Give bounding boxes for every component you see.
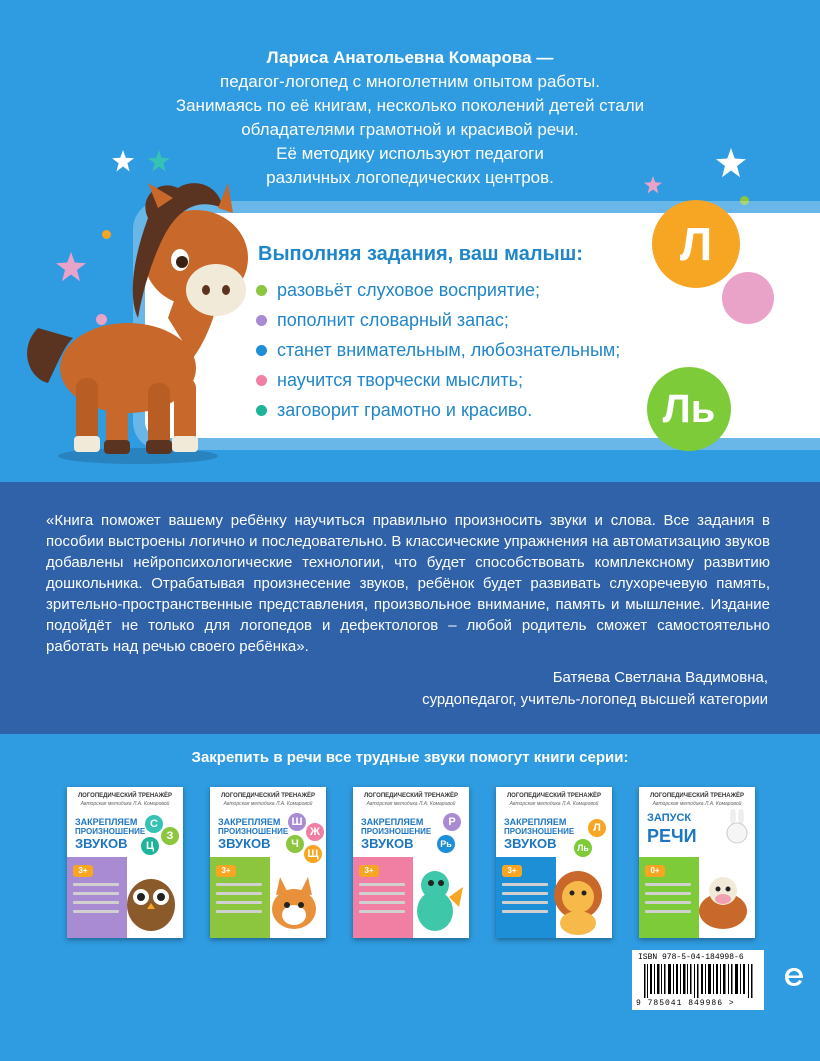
- cover-lines: [645, 883, 691, 919]
- lion-illustration: [546, 865, 610, 935]
- author-block: [0, 46, 820, 190]
- book-letter: З: [161, 827, 179, 845]
- letter-l-circle: Л: [652, 200, 740, 288]
- book-title: ПРОИЗНОШЕНИЕ: [361, 827, 432, 836]
- book-letter: Ц: [141, 837, 159, 855]
- barcode-icon: [644, 964, 754, 998]
- corgi-illustration: [266, 871, 322, 933]
- book-title: ЗВУКОВ: [361, 836, 414, 851]
- book-subtitle: Авторская методика Л.А. Комаровой: [652, 801, 742, 807]
- list-item: [256, 335, 620, 365]
- age-badge: 0+: [645, 865, 665, 877]
- book-title: ЗВУКОВ: [504, 836, 557, 851]
- publisher-logo-icon: [782, 965, 806, 989]
- book-title: ЗАКРЕПЛЯЕМ: [504, 817, 567, 827]
- book-cover: [67, 787, 183, 938]
- review-author-role: сурдопедагог, учитель-логопед высшей категории: [422, 691, 768, 708]
- benefit-list: [256, 275, 620, 425]
- book-series: ЛОГОПЕДИЧЕСКИЙ ТРЕНАЖЁР: [649, 793, 745, 799]
- review-text: «Книга поможет вашему ребёнку научиться правильно произносить звуки и слова. Все задания в пособии выстроены логично и последовательно. В классические упражнения на автоматизацию звуков добавлены нейропсихологические технологии, что будет способствовать комплексному развитию дошкольника. Отрабатывая произнесение звуков, ребёнок будет развивать слухоречевую память, зрительно-пространственные представления, произвольное внимание, память и мышление. Издание подойдёт не только для логопедов и дефектологов – любой родитель сможет самостоятельно работать над речью своего ребёнка».: [46, 512, 770, 655]
- cow-illustration: [693, 867, 753, 933]
- book-title: ЗАПУСК: [647, 812, 692, 824]
- benefit-text: заговорит грамотно и красиво.: [277, 400, 533, 420]
- book-series: ЛОГОПЕДИЧЕСКИЙ ТРЕНАЖЁР: [506, 793, 602, 799]
- isbn-digits: 9 785041 849986 >: [636, 999, 735, 1008]
- cover-lines: [502, 883, 548, 919]
- book-letter: Ш: [288, 813, 306, 831]
- bullet-icon: [256, 285, 267, 296]
- author-name: Лариса Анатольевна Комарова —: [266, 48, 554, 67]
- book-letter: Ж: [306, 823, 324, 841]
- dragon-illustration: [409, 867, 465, 933]
- benefit-text: разовьёт слуховое восприятие;: [277, 280, 541, 300]
- book-title: ПРОИЗНОШЕНИЕ: [75, 827, 146, 836]
- book-cover: [639, 787, 755, 938]
- bullet-icon: [256, 405, 267, 416]
- book-title: ПРОИЗНОШЕНИЕ: [218, 827, 289, 836]
- book-series: ЛОГОПЕДИЧЕСКИЙ ТРЕНАЖЁР: [220, 793, 316, 799]
- age-badge: 3+: [73, 865, 93, 877]
- book-letter: С: [145, 815, 163, 833]
- book-letter: Р: [443, 813, 461, 831]
- book-letter: Ч: [286, 835, 304, 853]
- book-title: ЗАКРЕПЛЯЕМ: [218, 817, 281, 827]
- author-line: обладателями грамотной и красивой речи.: [241, 120, 579, 139]
- book-title: ПРОИЗНОШЕНИЕ: [504, 827, 575, 836]
- book-title: ЗВУКОВ: [75, 836, 128, 851]
- isbn-barcode: [632, 950, 764, 1010]
- book-title: ЗАКРЕПЛЯЕМ: [361, 817, 424, 827]
- author-line: педагог-логопед с многолетним опытом работы.: [220, 72, 600, 91]
- age-badge: 3+: [502, 865, 522, 877]
- age-badge: 3+: [359, 865, 379, 877]
- book-letter: Ль: [574, 839, 592, 857]
- age-badge: 3+: [216, 865, 236, 877]
- book-subtitle: Авторская методика Л.А. Комаровой: [223, 801, 313, 807]
- book-subtitle: Авторская методика Л.А. Комаровой: [80, 801, 170, 807]
- list-item: [256, 395, 620, 425]
- cover-lines: [216, 883, 262, 919]
- book-cover: [210, 787, 326, 938]
- benefit-text: научится творчески мыслить;: [277, 370, 524, 390]
- book-series: ЛОГОПЕДИЧЕСКИЙ ТРЕНАЖЁР: [77, 793, 173, 799]
- author-line: различных логопедических центров.: [266, 168, 554, 187]
- book-title: ЗАКРЕПЛЯЕМ: [75, 817, 138, 827]
- decor-circle: [722, 272, 774, 324]
- cover-lines: [359, 883, 405, 919]
- book-letter: Щ: [304, 845, 322, 863]
- book-title: ЗВУКОВ: [218, 836, 271, 851]
- book-subtitle: Авторская методика Л.А. Комаровой: [509, 801, 599, 807]
- decor-dot: [740, 196, 749, 205]
- list-item: [256, 275, 620, 305]
- cover-lines: [73, 883, 119, 919]
- book-letter: Л: [588, 819, 606, 837]
- benefits-title: Выполняя задания, ваш малыш:: [258, 243, 583, 265]
- horse-illustration: [18, 178, 258, 468]
- review-author-name: Батяева Светлана Вадимовна,: [552, 669, 768, 686]
- book-series: ЛОГОПЕДИЧЕСКИЙ ТРЕНАЖЁР: [363, 793, 459, 799]
- list-item: [256, 365, 620, 395]
- book-subtitle: Авторская методика Л.А. Комаровой: [366, 801, 456, 807]
- book-cover: [496, 787, 612, 938]
- book-title: РЕЧИ: [647, 826, 697, 846]
- series-title: Закрепить в речи все трудные звуки помогут книги серии:: [191, 749, 629, 766]
- bullet-icon: [256, 375, 267, 386]
- bullet-icon: [256, 315, 267, 326]
- owl-illustration: [123, 871, 179, 933]
- book-cover: [353, 787, 469, 938]
- letter-lj-circle: Ль: [647, 367, 731, 451]
- bullet-icon: [256, 345, 267, 356]
- isbn-label: ISBN 978-5-04-184998-6: [638, 953, 744, 962]
- benefit-text: пополнит словарный запас;: [277, 310, 509, 330]
- review-author: [422, 667, 768, 711]
- author-line: Занимаясь по её книгам, несколько поколений детей стали: [175, 96, 645, 115]
- book-letter: Рь: [437, 835, 455, 853]
- list-item: [256, 305, 620, 335]
- bunny-illustration: [723, 809, 751, 849]
- author-line: Её методику используют педагоги: [276, 144, 544, 163]
- benefit-text: станет внимательным, любознательным;: [277, 340, 621, 360]
